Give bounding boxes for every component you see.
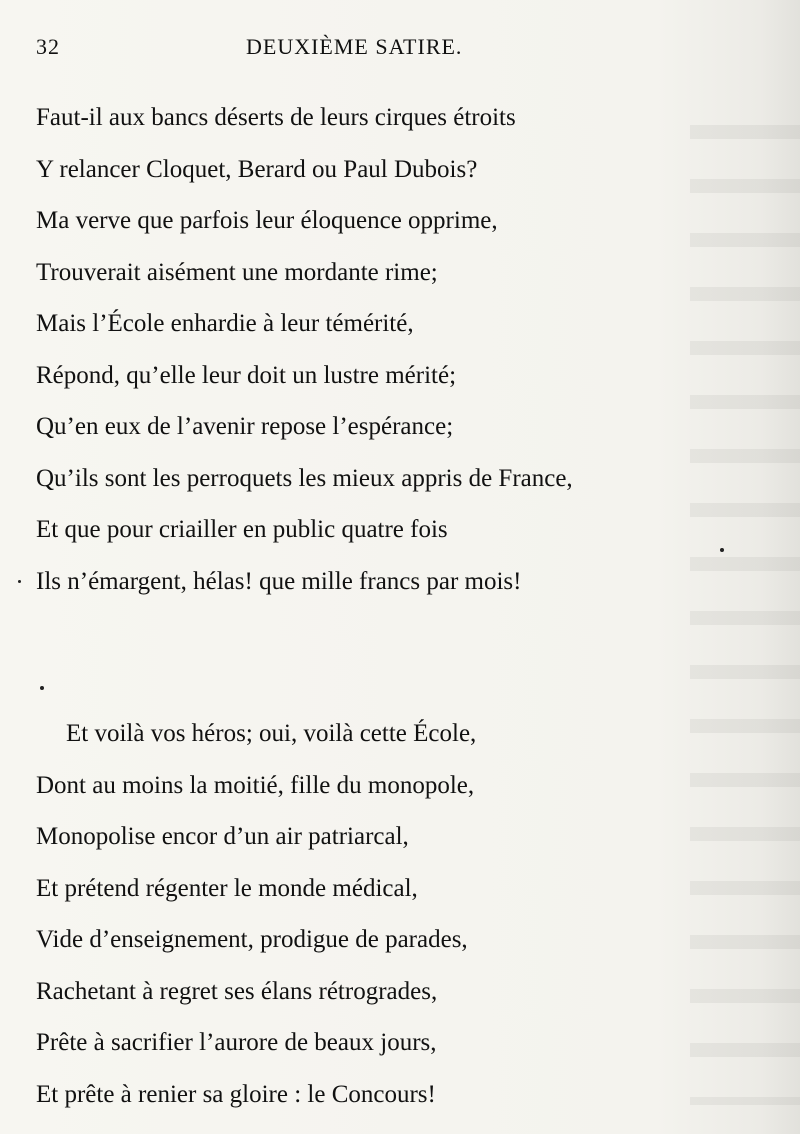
ink-speck — [720, 548, 724, 552]
verse-line: Mais l’École enhardie à leur témérité, — [36, 310, 414, 337]
verse-line: Prête à sacrifier l’aurore de beaux jours, — [36, 1029, 437, 1056]
verse-line: Trouverait aisément une mordante rime; — [36, 258, 438, 286]
ink-speck — [18, 580, 21, 583]
verse-line: Et voilà vos héros; oui, voilà cette École, — [66, 720, 477, 747]
verse-line: Qu’en eux de l’avenir repose l’espérance; — [36, 413, 454, 440]
stanza-1 — [36, 92, 716, 607]
ink-speck — [40, 686, 44, 690]
verse-line: Et prétend régenter le monde médical, — [36, 874, 418, 902]
running-title: DEUXIÈME SATIRE. — [246, 34, 463, 59]
verse-line: Et prête à renier sa gloire : le Concours! — [36, 1080, 436, 1108]
page-number: 32 — [36, 34, 60, 59]
verse-line: Y relancer Cloquet, Berard ou Paul Dubois? — [36, 155, 478, 183]
page-header — [36, 32, 536, 68]
verse-line: Qu’ils sont les perroquets les mieux appris de France, — [36, 464, 573, 492]
verse-line: Répond, qu’elle leur doit un lustre mérité; — [36, 361, 457, 389]
verse-line: Ma verve que parfois leur éloquence opprime, — [36, 207, 498, 234]
verse-line: Monopolise encor d’un air patriarcal, — [36, 823, 409, 850]
stanza-2 — [36, 708, 716, 1120]
verse-line: Ils n’émargent, hélas! que mille francs par mois! — [36, 567, 522, 595]
verse-line: Faut-il aux bancs déserts de leurs cirques étroits — [36, 104, 516, 131]
verse-line: Et que pour criailler en public quatre fois — [36, 516, 448, 543]
verse-line: Rachetant à regret ses élans rétrogrades, — [36, 977, 438, 1005]
verse-line: Dont au moins la moitié, fille du monopole, — [36, 771, 475, 799]
verse-line: Vide d’enseignement, prodigue de parades, — [36, 926, 468, 953]
